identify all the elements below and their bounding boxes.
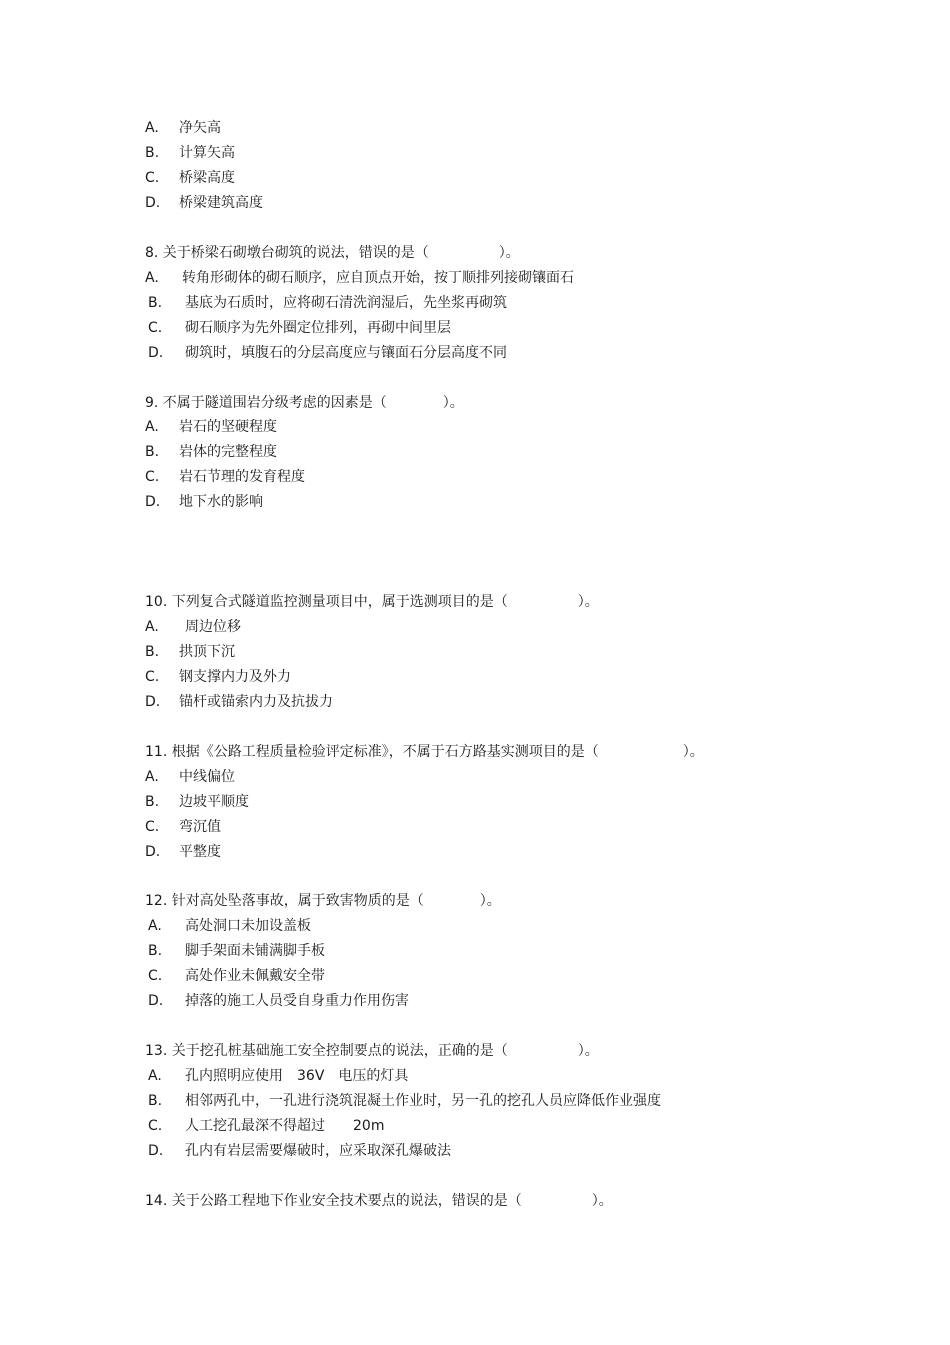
q12-option-a <box>148 916 311 936</box>
q13-option-c <box>148 1116 384 1136</box>
option-letter: D. <box>148 993 164 1009</box>
option-letter: D. <box>148 345 164 361</box>
option-letter: A. <box>145 270 159 286</box>
option-text: 脚手架面未铺满脚手板 <box>185 943 325 959</box>
q7-option-d <box>145 193 263 213</box>
option-text: 周边位移 <box>185 619 241 635</box>
option-letter: B. <box>145 145 160 161</box>
option-letter: B. <box>148 943 163 959</box>
q8-option-b <box>148 293 507 313</box>
option-text: 岩石节理的发育程度 <box>179 469 305 485</box>
q10-option-d <box>145 692 333 712</box>
q10-option-a <box>145 617 241 637</box>
option-text: 地下水的影响 <box>179 494 263 510</box>
option-letter: A. <box>145 419 159 435</box>
option-text: 掉落的施工人员受自身重力作用伤害 <box>185 993 409 1009</box>
q9-question: 9. 不属于隧道围岩分级考虑的因素是（ ）。 <box>145 395 464 411</box>
q12-option-d <box>148 991 409 1011</box>
q7-option-c <box>145 168 235 188</box>
option-text: 砌筑时，填腹石的分层高度应与镶面石分层高度不同 <box>185 345 507 361</box>
option-letter: C. <box>145 819 160 835</box>
q12-option-c <box>148 966 325 986</box>
option-letter: D. <box>148 1143 164 1159</box>
option-text: 平整度 <box>179 844 221 860</box>
q8-question: 8. 关于桥梁石砌墩台砌筑的说法，错误的是（ ）。 <box>145 245 520 261</box>
option-text: 拱顶下沉 <box>179 644 235 660</box>
option-text: 弯沉值 <box>179 819 221 835</box>
option-text: 岩石的坚硬程度 <box>179 419 277 435</box>
option-letter: B. <box>145 444 160 460</box>
q9-option-d <box>145 492 263 512</box>
option-letter: A. <box>148 1068 162 1084</box>
option-text: 高处洞口未加设盖板 <box>185 918 311 934</box>
option-letter: B. <box>145 794 160 810</box>
q13-option-b <box>148 1091 661 1111</box>
option-letter: A. <box>145 769 159 785</box>
q9-option-a <box>145 417 277 437</box>
option-text: 岩体的完整程度 <box>179 444 277 460</box>
q7-option-a <box>145 118 221 138</box>
q12-question: 12. 针对高处坠落事故，属于致害物质的是（ ）。 <box>145 893 501 909</box>
option-letter: D. <box>145 195 161 211</box>
option-text: 计算矢高 <box>179 145 235 161</box>
q10-question: 10. 下列复合式隧道监控测量项目中，属于选测项目的是（ ）。 <box>145 594 599 610</box>
option-text: 净矢高 <box>179 120 221 136</box>
q10-option-b <box>145 642 235 662</box>
option-text: 人工挖孔最深不得超过 20m <box>185 1118 385 1134</box>
option-letter: C. <box>148 320 163 336</box>
q11-question: 11. 根据《公路工程质量检验评定标准》，不属于石方路基实测项目的是（ ）。 <box>145 744 704 760</box>
option-letter: D. <box>145 844 161 860</box>
option-letter: C. <box>145 170 160 186</box>
option-letter: C. <box>148 968 163 984</box>
option-text: 桥梁建筑高度 <box>179 195 263 211</box>
option-text: 基底为石质时，应将砌石清洗润湿后，先坐浆再砌筑 <box>185 295 507 311</box>
q9-option-c <box>145 467 305 487</box>
q7-option-b <box>145 143 235 163</box>
option-letter: B. <box>145 644 160 660</box>
option-text: 钢支撑内力及外力 <box>179 669 291 685</box>
q8-option-a <box>145 268 574 288</box>
option-text: 相邻两孔中，一孔进行浇筑混凝土作业时，另一孔的挖孔人员应降低作业强度 <box>185 1093 661 1109</box>
option-letter: A. <box>145 120 159 136</box>
option-text: 转角形砌体的砌石顺序，应自顶点开始，按丁顺排列接砌镶面石 <box>182 270 574 286</box>
q13-question: 13. 关于挖孔桩基础施工安全控制要点的说法，正确的是（ ）。 <box>145 1043 599 1059</box>
q11-option-b <box>145 792 249 812</box>
q11-option-d <box>145 842 221 862</box>
option-text: 砌石顺序为先外圈定位排列，再砌中间里层 <box>185 320 451 336</box>
q9-option-b <box>145 442 277 462</box>
q12-option-b <box>148 941 325 961</box>
option-text: 孔内照明应使用 36V 电压的灯具 <box>185 1068 409 1084</box>
q11-option-a <box>145 767 235 787</box>
option-letter: A. <box>145 619 159 635</box>
option-letter: C. <box>145 469 160 485</box>
option-letter: D. <box>145 494 161 510</box>
q8-option-c <box>148 318 451 338</box>
option-text: 高处作业未佩戴安全带 <box>185 968 325 984</box>
q14-question: 14. 关于公路工程地下作业安全技术要点的说法，错误的是（ ）。 <box>145 1193 613 1209</box>
option-text: 孔内有岩层需要爆破时，应采取深孔爆破法 <box>185 1143 451 1159</box>
option-letter: B. <box>148 295 163 311</box>
option-letter: C. <box>145 669 160 685</box>
option-text: 桥梁高度 <box>179 170 235 186</box>
option-letter: C. <box>148 1118 163 1134</box>
q8-option-d <box>148 343 507 363</box>
q10-option-c <box>145 667 291 687</box>
option-text: 边坡平顺度 <box>179 794 249 810</box>
option-letter: B. <box>148 1093 163 1109</box>
q11-option-c <box>145 817 221 837</box>
option-text: 中线偏位 <box>179 769 235 785</box>
option-letter: A. <box>148 918 162 934</box>
option-letter: D. <box>145 694 161 710</box>
q13-option-a <box>148 1066 408 1086</box>
q13-option-d <box>148 1141 451 1161</box>
option-text: 锚杆或锚索内力及抗拔力 <box>179 694 333 710</box>
